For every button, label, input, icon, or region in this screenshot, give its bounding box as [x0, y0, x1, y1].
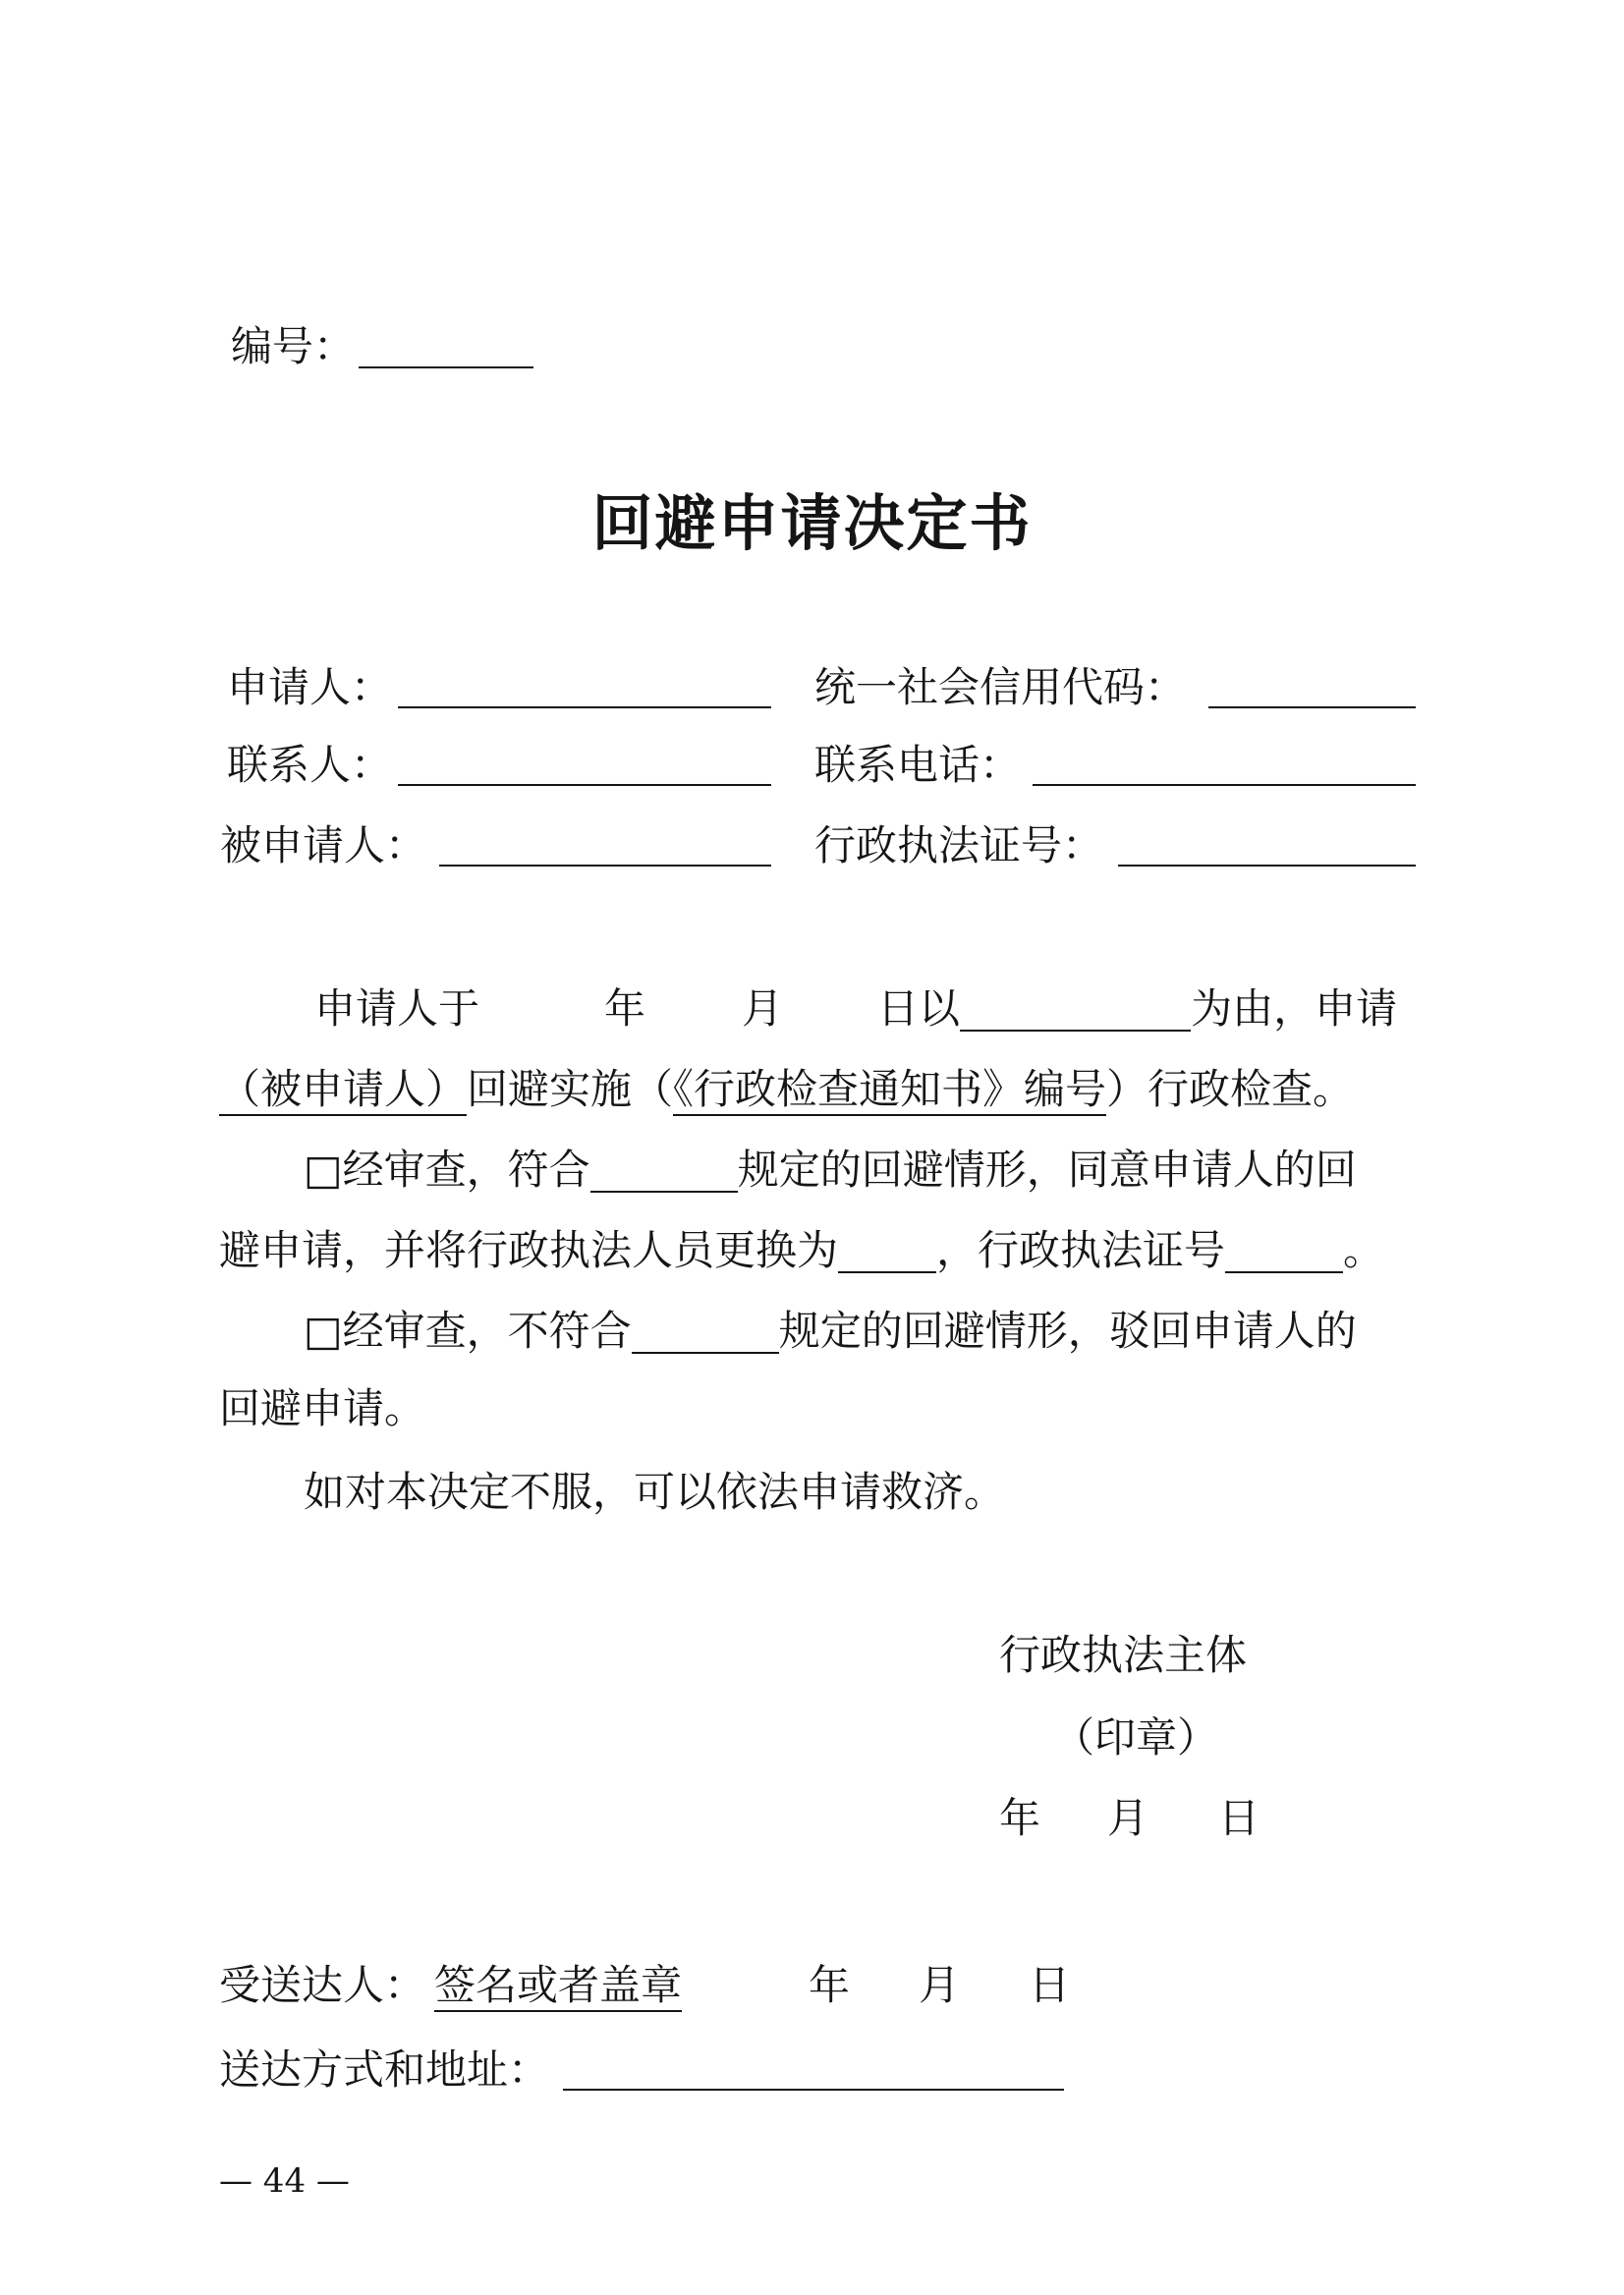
day-text: 日 — [1029, 1961, 1071, 2009]
body-line-2 — [219, 1065, 1354, 1114]
credit-code-blank — [1208, 706, 1416, 708]
recipient-sign-underlined: 签名或者盖章 — [434, 1961, 682, 2012]
document-number-blank — [359, 366, 533, 368]
year-text: 年 — [999, 1794, 1041, 1842]
body-text: ，行政执法证号 — [936, 1226, 1226, 1274]
spacer — [783, 1013, 877, 1023]
recipient-label: 受送达人： — [219, 1961, 426, 2009]
delivery-recipient-row — [219, 1961, 1070, 2010]
notice-number-underlined: 《行政检查通知书》编号 — [673, 1065, 1106, 1116]
body-text: 。 — [1343, 1226, 1385, 1274]
spacer — [479, 1013, 604, 1023]
replacement-officer-blank — [838, 1232, 936, 1273]
delivery-method-label: 送达方式和地址： — [219, 2045, 550, 2094]
license-no-label: 行政执法证号： — [814, 821, 1104, 869]
spacer — [1148, 1822, 1218, 1832]
body-text: 规定的回避情形，同意申请人的回 — [737, 1146, 1357, 1194]
body-text: 避申请，并将行政执法人员更换为 — [219, 1226, 839, 1274]
respondent-label: 被申请人： — [220, 821, 427, 869]
month-text: 月 — [742, 984, 784, 1033]
regulation-blank — [632, 1313, 779, 1354]
contact-blank — [398, 784, 771, 786]
page-number: — 44 — — [219, 2161, 350, 2201]
document-number-label: 编号： — [231, 322, 356, 370]
body-text: 规定的回避情形，驳回申请人的 — [778, 1307, 1357, 1355]
spacer — [1040, 1822, 1107, 1832]
page-title: 回避申请决定书 — [591, 487, 1033, 559]
month-text: 月 — [919, 1961, 961, 2009]
day-text: 日 — [1218, 1794, 1260, 1842]
day-text: 日以 — [877, 984, 961, 1033]
approve-option-text: □经审查，符合 — [304, 1146, 590, 1194]
respondent-blank — [439, 865, 771, 867]
body-line-3 — [304, 1146, 1357, 1195]
contact-label: 联系人： — [227, 741, 393, 789]
reason-blank — [960, 990, 1191, 1032]
body-line-7: 如对本决定不服，可以依法申请救济。 — [304, 1468, 1006, 1516]
year-text: 年 — [604, 984, 646, 1033]
year-text: 年 — [809, 1961, 851, 2009]
regulation-blank — [590, 1151, 738, 1193]
license-no-blank — [1118, 865, 1416, 867]
respondent-underlined: （被申请人） — [219, 1065, 467, 1116]
body-line-4 — [219, 1226, 1384, 1275]
phone-label: 联系电话： — [814, 741, 1022, 789]
body-text: 为由，申请 — [1191, 984, 1398, 1033]
spacer — [645, 1013, 742, 1023]
spacer — [850, 1989, 919, 1999]
spacer — [960, 1989, 1029, 1999]
replacement-license-blank — [1225, 1232, 1343, 1273]
spacer — [682, 1989, 809, 1999]
spacer — [425, 1989, 434, 1999]
delivery-method-blank — [563, 2089, 1064, 2091]
signature-date — [999, 1794, 1260, 1843]
seal-label: （印章） — [1053, 1713, 1219, 1762]
phone-blank — [1033, 784, 1416, 786]
body-line-5 — [304, 1307, 1357, 1356]
body-text: ）行政检查。 — [1106, 1065, 1355, 1113]
body-line-1 — [314, 984, 1397, 1034]
body-text: 申请人于 — [314, 984, 480, 1033]
body-text: 回避实施（ — [467, 1065, 674, 1113]
month-text: 月 — [1107, 1794, 1149, 1842]
credit-code-label: 统一社会信用代码： — [814, 663, 1187, 711]
applicant-label: 申请人： — [227, 663, 393, 711]
applicant-blank — [398, 706, 771, 708]
reject-option-text: □经审查，不符合 — [304, 1307, 632, 1355]
body-line-6: 回避申请。 — [219, 1384, 426, 1432]
authority-label: 行政执法主体 — [999, 1631, 1248, 1679]
